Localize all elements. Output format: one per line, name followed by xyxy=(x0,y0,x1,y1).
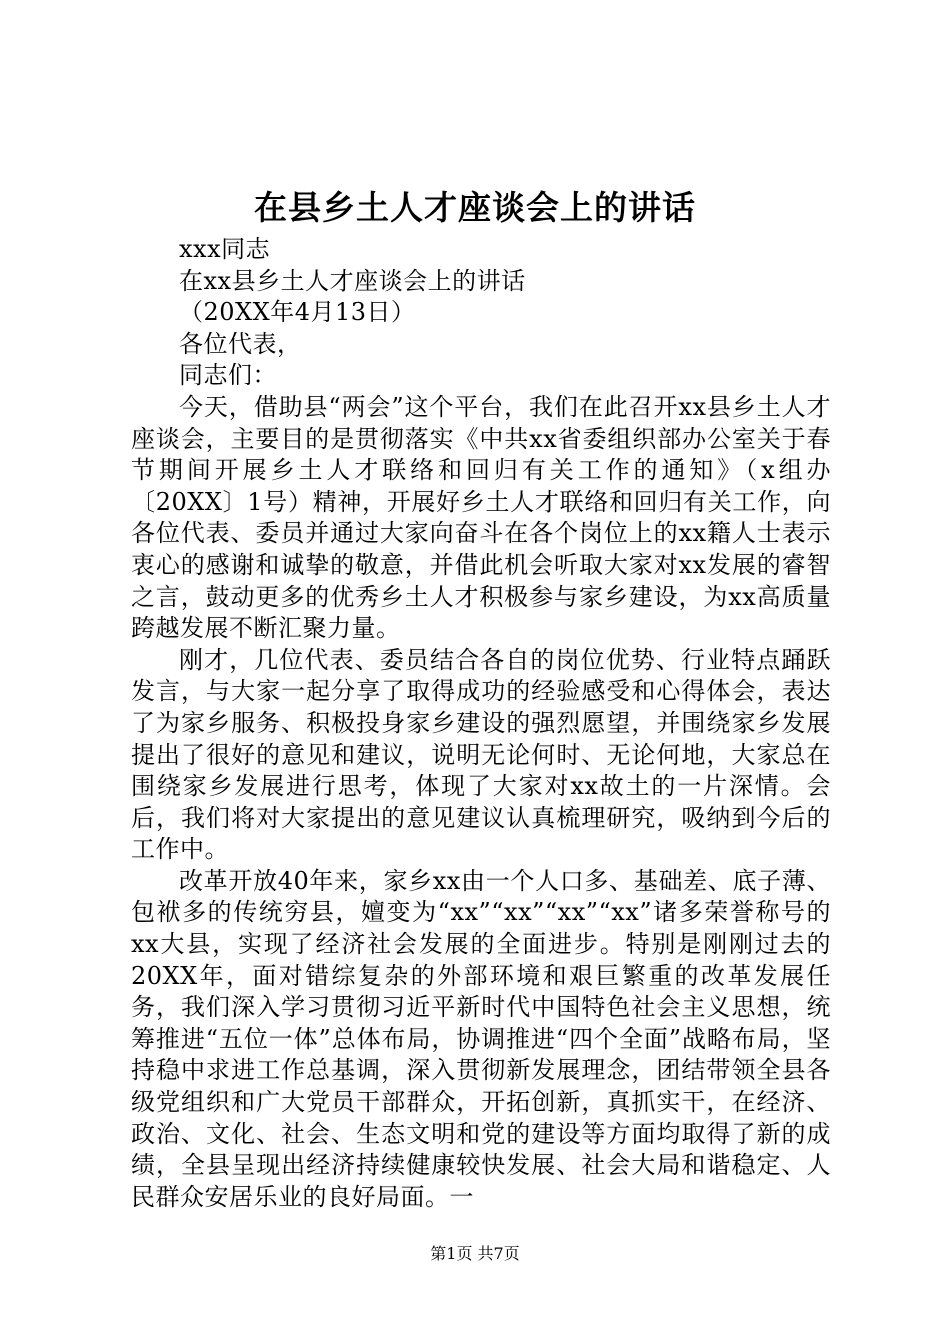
addressee-line: xxx同志 xyxy=(179,235,271,263)
salutation-representatives: 各位代表， xyxy=(179,329,302,358)
document-title: 在县乡土人才座谈会上的讲话 xyxy=(254,188,696,227)
salutation-comrades: 同志们： xyxy=(179,361,277,390)
speech-date: （20XX年4月13日） xyxy=(179,298,416,327)
document-body xyxy=(131,234,831,1213)
paragraph-3: 改革开放40年来，家乡xx由一个人口多、基础差、底子薄、包袱多的传统穷县，嬗变为“xx”“xx”“xx”“xx”诸多荣誉称号的xx大县，实现了经济社会发展的全面进步。特别是刚刚过去的20XX年，面对错综复杂的外部环境和艰巨繁重的改革发展任务，我们深入学习贯彻习近平新时代中国特色社会主义思想，统筹推进“五位一体”总体布局，协调推进“四个全面”战略布局，坚持稳中求进工作总基调，深入贯彻新发展理念，团结带领全县各级党组织和广大党员干部群众，开拓创新，真抓实干，在经济、政治、文化、社会、生态文明和党的建设等方面均取得了新的成绩，全县呈现出经济持续健康较快发展、社会大局和谐稳定、人民群众安居乐业的良好局面。一 xyxy=(131,866,831,1211)
paragraph-1: 今天，借助县“两会”这个平台，我们在此召开xx县乡土人才座谈会，主要目的是贯彻落实《中共xx省委组织部办公室关于春节期间开展乡土人才联络和回归有关工作的通知》（x组办〔20XX〕1号）精神，开展好乡土人才联络和回归有关工作，向各位代表、委员并通过大家向奋斗在各个岗位上的xx籍人士表示衷心的感谢和诚挚的敬意，并借此机会听取大家对xx发展的睿智之言，鼓动更多的优秀乡土人才积极参与家乡建设，为xx高质量跨越发展不断汇聚力量。 xyxy=(131,392,831,643)
paragraph-2: 刚才，几位代表、委员结合各自的岗位优势、行业特点踊跃发言，与大家一起分享了取得成功的经验感受和心得体会，表达了为家乡服务、积极投身家乡建设的强烈愿望，并围绕家乡发展提出了很好的意见和建议，说明无论何时、无论何地，大家总在围绕家乡发展进行思考，体现了大家对xx故土的一片深情。会后，我们将对大家提出的意见建议认真梳理研究，吸纳到今后的工作中。 xyxy=(131,645,831,864)
page-number-footer: 第1页 共7页 xyxy=(430,1244,520,1263)
speech-subtitle: 在xx县乡土人才座谈会上的讲话 xyxy=(179,266,526,295)
